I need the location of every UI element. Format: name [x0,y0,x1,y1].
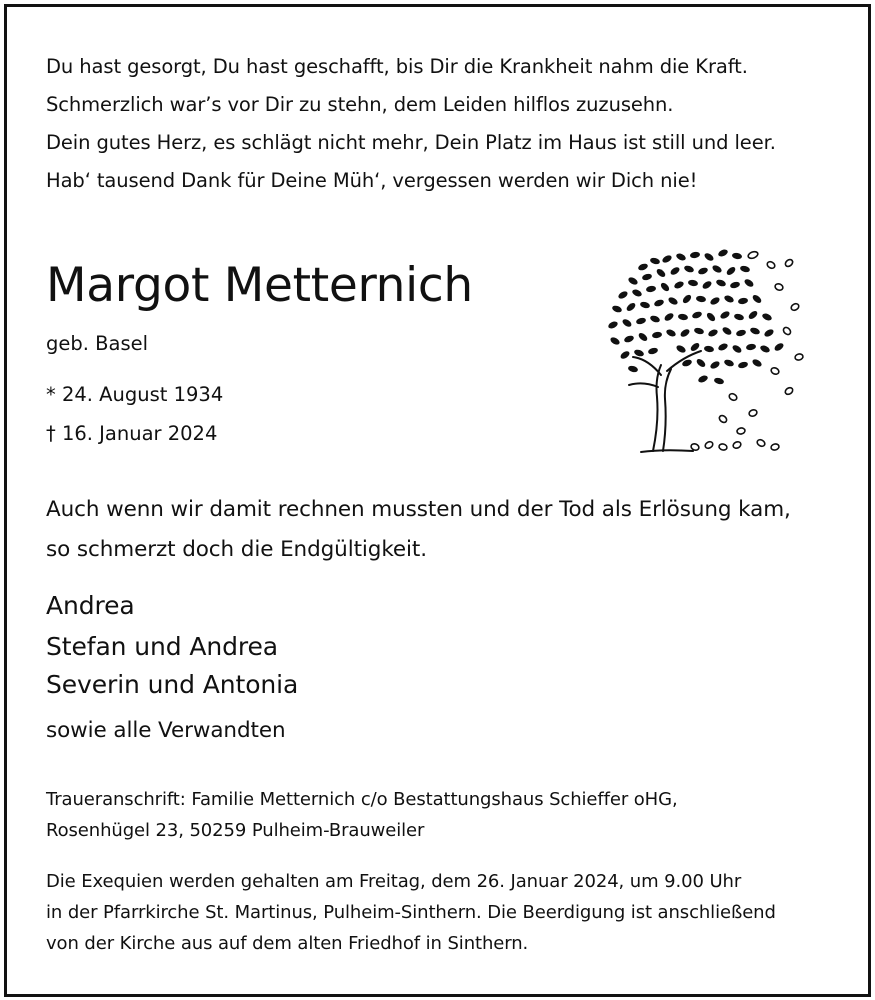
deceased-name: Margot Metternich [46,258,473,313]
message-line-2: so schmerzt doch die Endgültigkeit. [46,537,427,562]
poem-line-2: Schmerzlich war’s vor Dir zu stehn, dem Leiden hilflos zuzusehn. [46,93,674,116]
relatives-line: sowie alle Verwandten [46,718,286,743]
address-line-1: Traueranschrift: Familie Metternich c/o Bestattungshaus Schieffer oHG, [46,789,678,810]
poem-line-4: Hab‘ tausend Dank für Deine Müh‘, vergessen werden wir Dich nie! [46,169,698,192]
message-line-1: Auch wenn wir damit rechnen mussten und der Tod als Erlösung kam, [46,497,791,522]
birth-name: geb. Basel [46,332,149,355]
obituary-notice [4,4,871,997]
service-line-2: in der Pfarrkirche St. Martinus, Pulheim-Sinthern. Die Beerdigung ist anschließend [46,902,776,923]
mourner-severin-antonia: Severin und Antonia [46,670,299,699]
poem-line-3: Dein gutes Herz, es schlägt nicht mehr, Dein Platz im Haus ist still und leer. [46,131,776,154]
windblown-tree-icon [603,247,813,459]
mourner-andrea: Andrea [46,591,135,620]
service-line-3: von der Kirche aus auf dem alten Friedhof in Sinthern. [46,933,529,954]
birth-date: * 24. August 1934 [46,383,224,406]
poem-line-1: Du hast gesorgt, Du hast geschafft, bis Dir die Krankheit nahm die Kraft. [46,55,748,78]
service-line-1: Die Exequien werden gehalten am Freitag, dem 26. Januar 2024, um 9.00 Uhr [46,871,742,892]
mourner-stefan-andrea: Stefan und Andrea [46,632,279,661]
address-line-2: Rosenhügel 23, 50259 Pulheim-Brauweiler [46,820,425,841]
death-date: † 16. Januar 2024 [46,422,218,445]
